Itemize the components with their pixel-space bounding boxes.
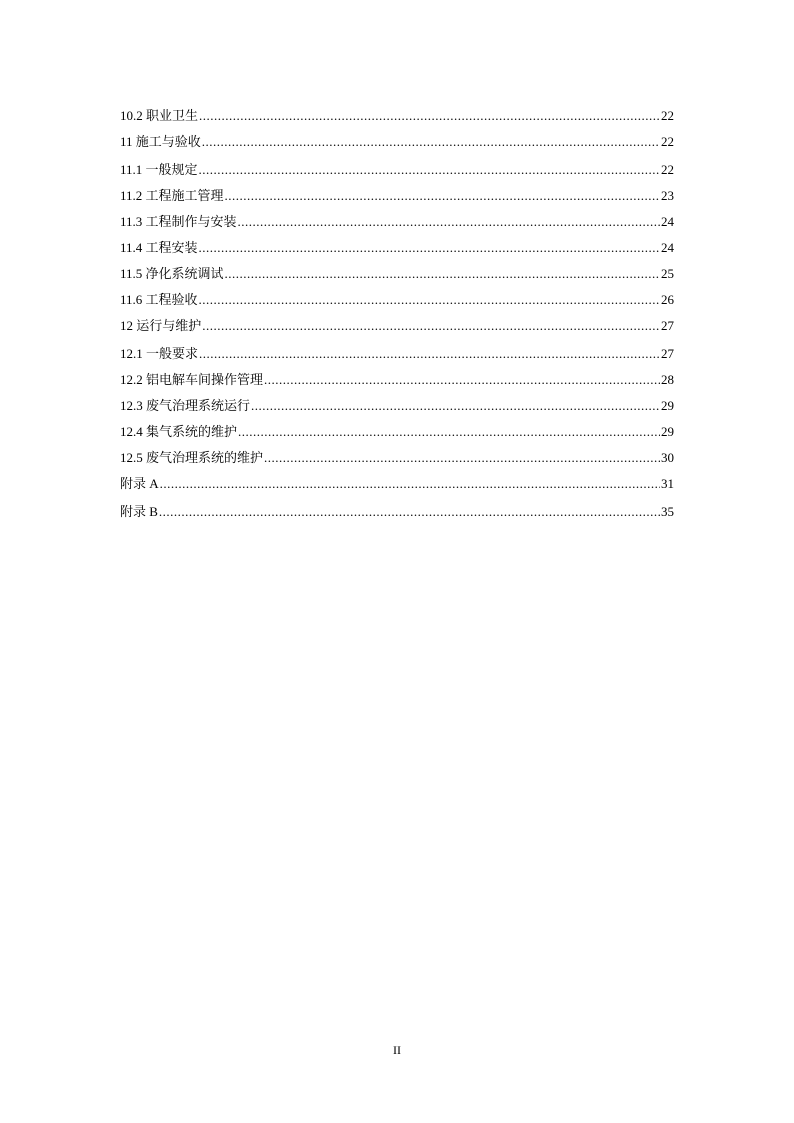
toc-entry-page: 22	[661, 162, 674, 177]
toc-entry-11[interactable]	[120, 129, 674, 155]
toc-dot-leader	[199, 157, 660, 183]
toc-entry-page: 30	[661, 450, 674, 465]
toc-entry-page: 27	[661, 318, 674, 333]
toc-dot-leader	[202, 129, 660, 155]
toc-entry-page: 26	[661, 292, 674, 307]
toc-entry-page: 25	[661, 266, 674, 281]
toc-entry-label: 11.3 工程制作与安装	[120, 214, 237, 229]
toc-entry-label: 12.2 铝电解车间操作管理	[120, 372, 264, 387]
toc-entry-appendix-b[interactable]	[120, 499, 674, 525]
toc-entry-page: 29	[661, 424, 674, 439]
toc-entry-label: 10.2 职业卫生	[120, 108, 199, 123]
toc-entry-12-3[interactable]	[120, 393, 674, 419]
toc-entry-label: 12.5 废气治理系统的维护	[120, 450, 264, 465]
toc-dot-leader	[264, 367, 660, 393]
toc-dot-leader	[264, 445, 660, 471]
table-of-contents	[120, 103, 674, 525]
toc-entry-label: 11.2 工程施工管理	[120, 188, 224, 203]
toc-entry-12-1[interactable]	[120, 341, 674, 367]
toc-entry-label: 12 运行与维护	[120, 318, 202, 333]
toc-entry-label: 12.4 集气系统的维护	[120, 424, 238, 439]
toc-entry-11-3[interactable]	[120, 209, 674, 235]
toc-dot-leader	[199, 287, 660, 313]
toc-entry-appendix-a[interactable]	[120, 471, 674, 497]
toc-entry-11-6[interactable]	[120, 287, 674, 313]
toc-entry-label: 11.4 工程安装	[120, 240, 198, 255]
toc-dot-leader	[225, 261, 660, 287]
toc-dot-leader	[199, 103, 660, 129]
toc-entry-page: 23	[661, 188, 674, 203]
toc-dot-leader	[225, 183, 660, 209]
toc-entry-label: 11.6 工程验收	[120, 292, 198, 307]
toc-dot-leader	[238, 419, 660, 445]
toc-entry-page: 22	[661, 108, 674, 123]
toc-entry-11-4[interactable]	[120, 235, 674, 261]
toc-dot-leader	[238, 209, 660, 235]
toc-entry-label: 11.5 净化系统调试	[120, 266, 224, 281]
toc-entry-12-2[interactable]	[120, 367, 674, 393]
toc-entry-12[interactable]	[120, 313, 674, 339]
toc-entry-label: 12.3 废气治理系统运行	[120, 398, 251, 413]
toc-entry-page: 24	[661, 214, 674, 229]
toc-dot-leader	[199, 341, 660, 367]
toc-entry-page: 35	[661, 504, 674, 519]
toc-entry-page: 27	[661, 346, 674, 361]
toc-entry-page: 24	[661, 240, 674, 255]
toc-entry-label: 附录 B	[120, 504, 158, 519]
toc-entry-page: 22	[661, 134, 674, 149]
toc-dot-leader	[160, 471, 660, 497]
toc-entry-label: 附录 A	[120, 476, 159, 491]
toc-entry-label: 11 施工与验收	[120, 134, 201, 149]
toc-entry-label: 11.1 一般规定	[120, 162, 198, 177]
toc-dot-leader	[202, 313, 660, 339]
toc-dot-leader	[251, 393, 660, 419]
toc-dot-leader	[199, 235, 660, 261]
toc-entry-11-5[interactable]	[120, 261, 674, 287]
toc-entry-page: 28	[661, 372, 674, 387]
toc-entry-page: 29	[661, 398, 674, 413]
page-number: II	[393, 1043, 401, 1057]
toc-entry-11-1[interactable]	[120, 157, 674, 183]
toc-entry-10-2[interactable]	[120, 103, 674, 129]
toc-entry-page: 31	[661, 476, 674, 491]
toc-entry-12-4[interactable]	[120, 419, 674, 445]
toc-dot-leader	[159, 499, 660, 525]
toc-entry-12-5[interactable]	[120, 445, 674, 471]
toc-entry-label: 12.1 一般要求	[120, 346, 199, 361]
toc-entry-11-2[interactable]	[120, 183, 674, 209]
